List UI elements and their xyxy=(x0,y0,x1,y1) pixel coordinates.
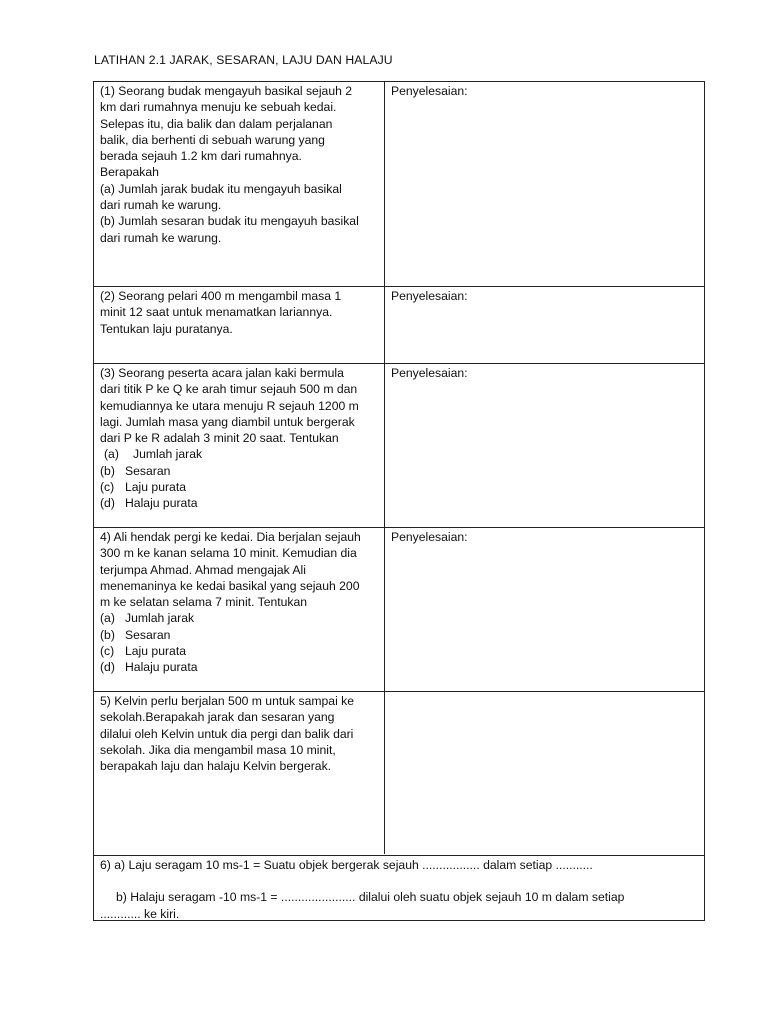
question-3-part xyxy=(100,479,381,495)
part-marker: (d) xyxy=(100,496,115,511)
question-1-line: dari rumah ke warung. xyxy=(100,198,222,213)
part-text: Halaju purata xyxy=(125,660,198,675)
question-4-part xyxy=(100,627,381,643)
question-6b-continuation: ............ ke kiri. xyxy=(100,906,180,921)
question-3-part xyxy=(100,446,381,462)
part-marker: (b) xyxy=(100,463,115,478)
part-marker: (a) xyxy=(100,611,115,626)
question-1-line: (a) Jumlah jarak budak itu mengayuh basikal xyxy=(100,181,342,196)
part-marker: (c) xyxy=(100,480,115,495)
question-3-line: dari titik P ke Q ke arah timur sejauh 500 m dan xyxy=(100,382,358,397)
question-5-line: sekolah.Berapakah jarak dan sesaran yang xyxy=(100,710,335,725)
question-1-line: (b) Jumlah sesaran budak itu mengayuh basikal xyxy=(100,214,359,229)
question-3-line: lagi. Jumlah masa yang diambil untuk bergerak xyxy=(100,414,355,429)
question-6-cell xyxy=(94,856,704,920)
answer-label: Penyelesaian: xyxy=(391,289,468,303)
question-4-line: m ke selatan selama 7 minit. Tentukan xyxy=(100,595,308,610)
question-2-line: Tentukan laju puratanya. xyxy=(100,321,233,336)
question-5-line: berapakah laju dan halaju Kelvin bergerak. xyxy=(100,759,332,774)
question-3-line: kemudiannya ke utara menuju R sejauh 1200 m xyxy=(100,398,359,413)
question-4-part xyxy=(100,610,381,626)
question-2-line: (2) Seorang pelari 400 m mengambil masa 1 xyxy=(100,289,342,303)
answer-1-cell[interactable] xyxy=(385,82,704,286)
question-4-part xyxy=(100,643,381,659)
answer-4-cell[interactable] xyxy=(385,528,704,691)
part-text: Sesaran xyxy=(125,627,171,642)
question-1-line: (1) Seorang budak mengayuh basikal sejauh 2 xyxy=(100,84,353,98)
answer-3-cell[interactable] xyxy=(385,364,704,527)
answer-2-cell[interactable] xyxy=(385,287,704,363)
question-1-line: berada sejauh 1.2 km dari rumahnya. xyxy=(100,149,302,164)
question-4-part xyxy=(100,659,381,675)
question-1-line: balik, dia berhenti di sebuah warung yang xyxy=(100,132,325,147)
part-text: Laju purata xyxy=(125,480,186,495)
question-1-cell xyxy=(94,82,385,286)
part-text: Jumlah jarak xyxy=(133,447,203,462)
question-4-cell xyxy=(94,528,385,691)
part-text: Sesaran xyxy=(125,463,171,478)
blank-line xyxy=(100,873,696,889)
question-6a-line: 6) a) Laju seragam 10 ms-1 = Suatu objek bergerak sejauh ................. dalam setiap ........... xyxy=(100,858,593,872)
question-5-line: sekolah. Jika dia mengambil masa 10 minit, xyxy=(100,742,336,757)
question-5-cell xyxy=(94,692,385,855)
question-3-line: dari P ke R adalah 3 minit 20 saat. Tentukan xyxy=(100,431,339,446)
part-marker: (d) xyxy=(100,660,115,675)
question-2-line: minit 12 saat untuk menamatkan lariannya. xyxy=(100,305,333,320)
exercise-table xyxy=(93,81,705,921)
column-divider xyxy=(384,82,385,854)
question-1-line: km dari rumahnya menuju ke sebuah kedai. xyxy=(100,100,337,115)
question-4-line: 4) Ali hendak pergi ke kedai. Dia berjalan sejauh xyxy=(100,530,361,544)
answer-label: Penyelesaian: xyxy=(391,366,468,380)
part-text: Laju purata xyxy=(125,644,186,659)
question-5-line: dilalui oleh Kelvin untuk dia pergi dan balik dari xyxy=(100,726,354,741)
question-3-part xyxy=(100,495,381,511)
question-1-line: Berapakah xyxy=(100,165,159,180)
part-marker: (c) xyxy=(100,644,115,659)
question-5-line: 5) Kelvin perlu berjalan 500 m untuk sampai ke xyxy=(100,694,355,708)
answer-label: Penyelesaian: xyxy=(391,530,468,544)
question-4-line: menemaninya ke kedai basikal yang sejauh 200 xyxy=(100,578,360,593)
question-1-line: dari rumah ke warung. xyxy=(100,230,222,245)
part-marker: (b) xyxy=(100,627,115,642)
question-3-line: (3) Seorang peserta acara jalan kaki bermula xyxy=(100,366,344,380)
answer-label: Penyelesaian: xyxy=(391,84,468,98)
question-4-line: terjumpa Ahmad. Ahmad mengajak Ali xyxy=(100,562,306,577)
part-text: Jumlah jarak xyxy=(125,611,195,626)
answer-5-cell[interactable] xyxy=(385,692,704,855)
question-6b-line: b) Halaju seragam -10 ms-1 = ...................... dilalui oleh suatu objek sejauh 10 m dalam setiap xyxy=(116,890,625,905)
part-text: Halaju purata xyxy=(125,496,198,511)
question-3-part xyxy=(100,463,381,479)
question-2-cell xyxy=(94,287,385,363)
question-4-line: 300 m ke kanan selama 10 minit. Kemudian dia xyxy=(100,546,357,561)
question-3-cell xyxy=(94,364,385,527)
question-1-line: Selepas itu, dia balik dan dalam perjalanan xyxy=(100,116,333,131)
worksheet-title: LATIHAN 2.1 JARAK, SESARAN, LAJU DAN HALAJU xyxy=(94,53,393,67)
part-marker: (a) xyxy=(104,447,119,462)
